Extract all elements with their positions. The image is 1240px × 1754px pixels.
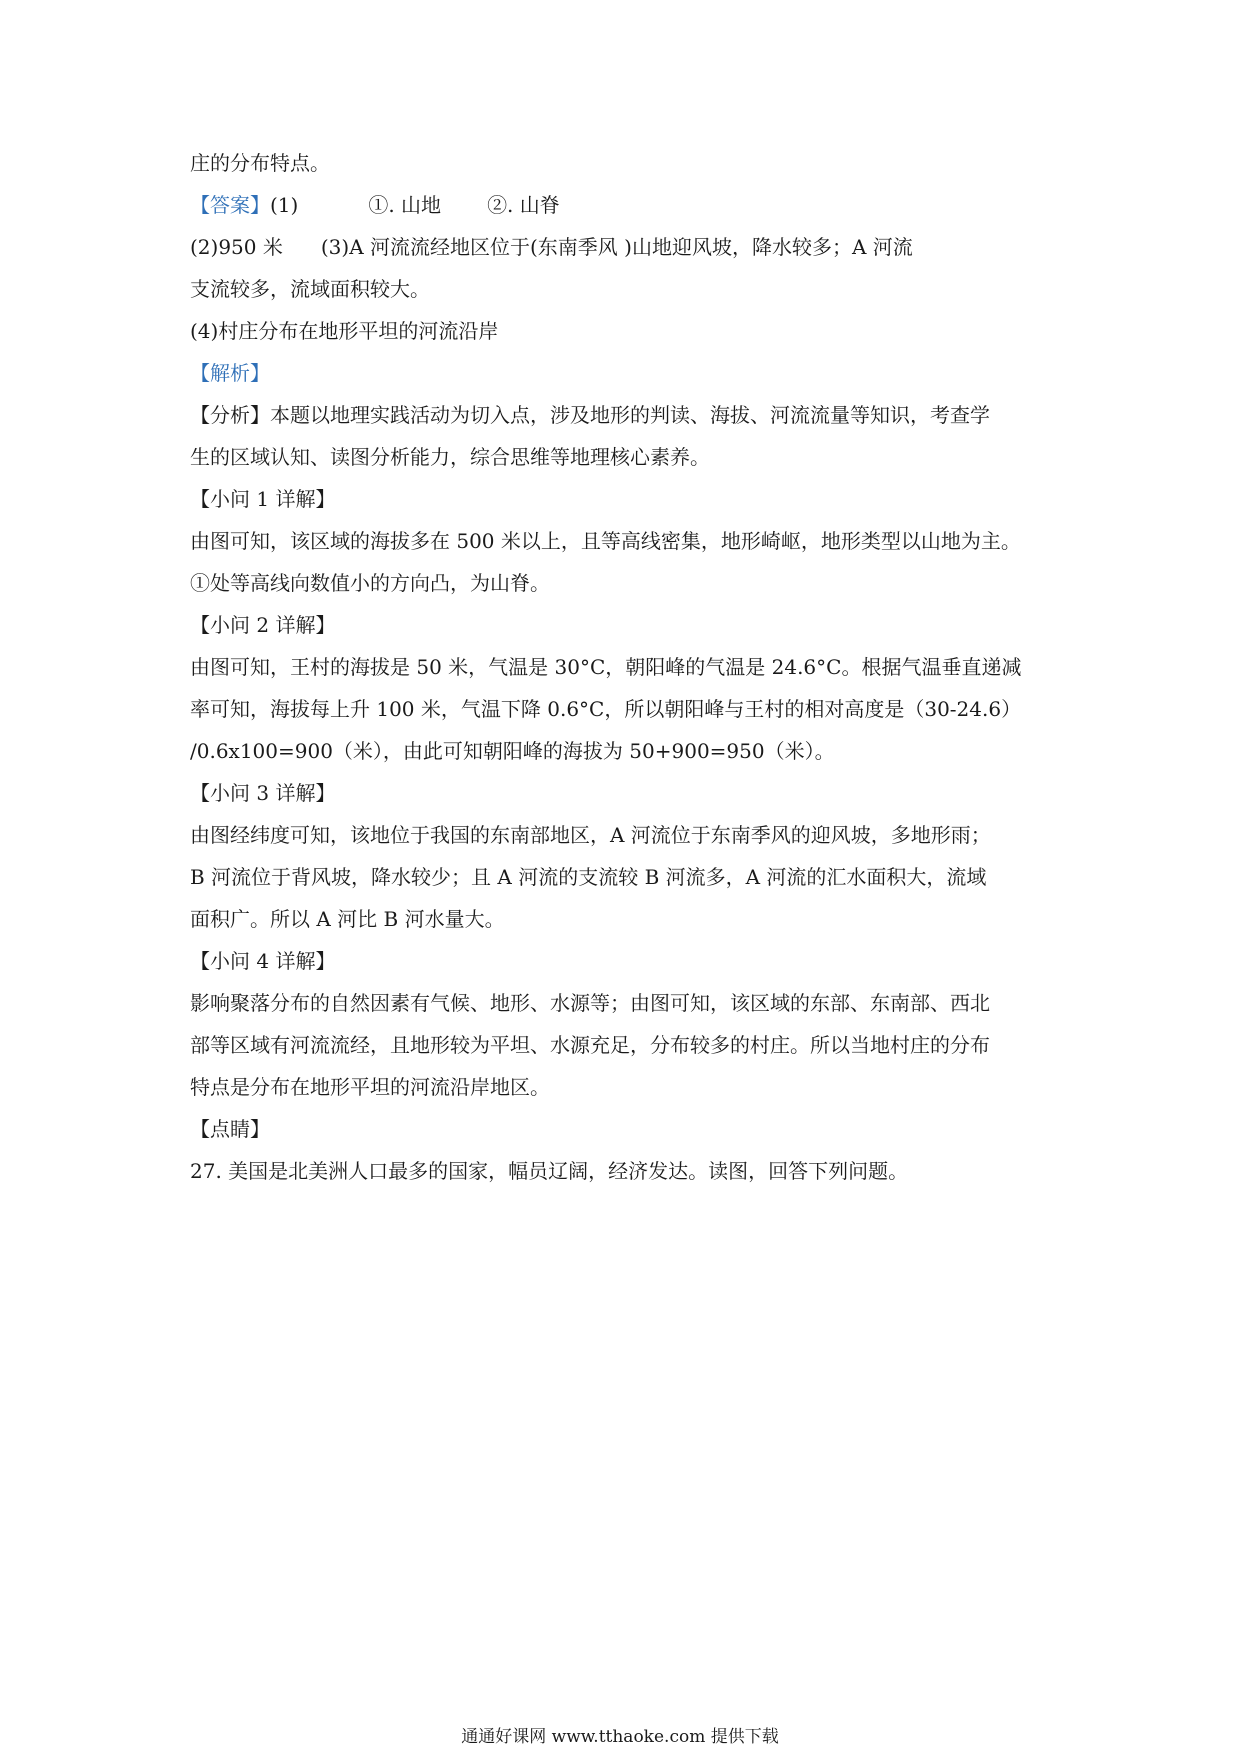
q3-line-1: 由图经纬度可知，该地位于我国的东南部地区，A 河流位于东南季风的迎风坡，多地形雨； [190,823,991,847]
answer-tag: 【答案】 [190,193,270,217]
q4-line-2: 部等区域有河流流经，且地形较为平坦、水源充足，分布较多的村庄。所以当地村庄的分布 [190,1033,990,1057]
q2-title: 【小问 2 详解】 [190,613,336,637]
answer-q4: (4)村庄分布在地形平坦的河流沿岸 [190,319,499,343]
analysis-tag: 【解析】 [190,361,270,385]
answer-line-1 [190,190,560,220]
answer-q1-number: (1) [270,193,299,217]
answer-q3-line-2: 支流较多，流域面积较大。 [190,277,430,301]
q3-line-2: B 河流位于背风坡，降水较少；且 A 河流的支流较 B 河流多，A 河流的汇水面积大，流域 [190,865,987,889]
fenxi-line-1: 【分析】本题以地理实践活动为切入点，涉及地形的判读、海拔、河流流量等知识，考查学 [190,403,990,427]
q4-title: 【小问 4 详解】 [190,949,336,973]
fenxi-line-2: 生的区域认知、读图分析能力，综合思维等地理核心素养。 [190,445,710,469]
q1-line-2: ①处等高线向数值小的方向凸，为山脊。 [190,571,550,595]
answer-q1-part-b: ②. 山脊 [487,193,560,217]
q4-line-1: 影响聚落分布的自然因素有气候、地形、水源等；由图可知，该区域的东部、东南部、西北 [190,991,990,1015]
next-question: 27. 美国是北美洲人口最多的国家，幅员辽阔，经济发达。读图，回答下列问题。 [190,1159,909,1183]
q3-title: 【小问 3 详解】 [190,781,336,805]
q4-line-3: 特点是分布在地形平坦的河流沿岸地区。 [190,1075,550,1099]
dianjing-tag: 【点睛】 [190,1117,270,1141]
q1-line-1: 由图可知，该区域的海拔多在 500 米以上，且等高线密集，地形崎岖，地形类型以山地为主。 [190,529,1021,553]
q1-title: 【小问 1 详解】 [190,487,336,511]
q2-line-2: 率可知，海拔每上升 100 米，气温下降 0.6°C，所以朝阳峰与王村的相对高度是（30-24.6） [190,697,1022,721]
q2-line-1: 由图可知，王村的海拔是 50 米，气温是 30°C，朝阳峰的气温是 24.6°C。根据气温垂直递减 [190,655,1022,679]
answer-q2: (2)950 米 [190,235,283,259]
answer-q3-line-1: (3)A 河流流经地区位于(东南季风 )山地迎风坡，降水较多；A 河流 [320,235,913,259]
q2-line-3: /0.6x100=900（米），由此可知朝阳峰的海拔为 50+900=950（米）。 [190,739,835,763]
continued-text: 庄的分布特点。 [190,151,330,175]
footer-watermark: 通通好课网 www.tthaoke.com 提供下载 [461,1727,779,1747]
q3-line-3: 面积广。所以 A 河比 B 河水量大。 [190,907,505,931]
answer-line-2 [190,232,913,262]
answer-q1-part-a: ①. 山地 [368,193,442,217]
